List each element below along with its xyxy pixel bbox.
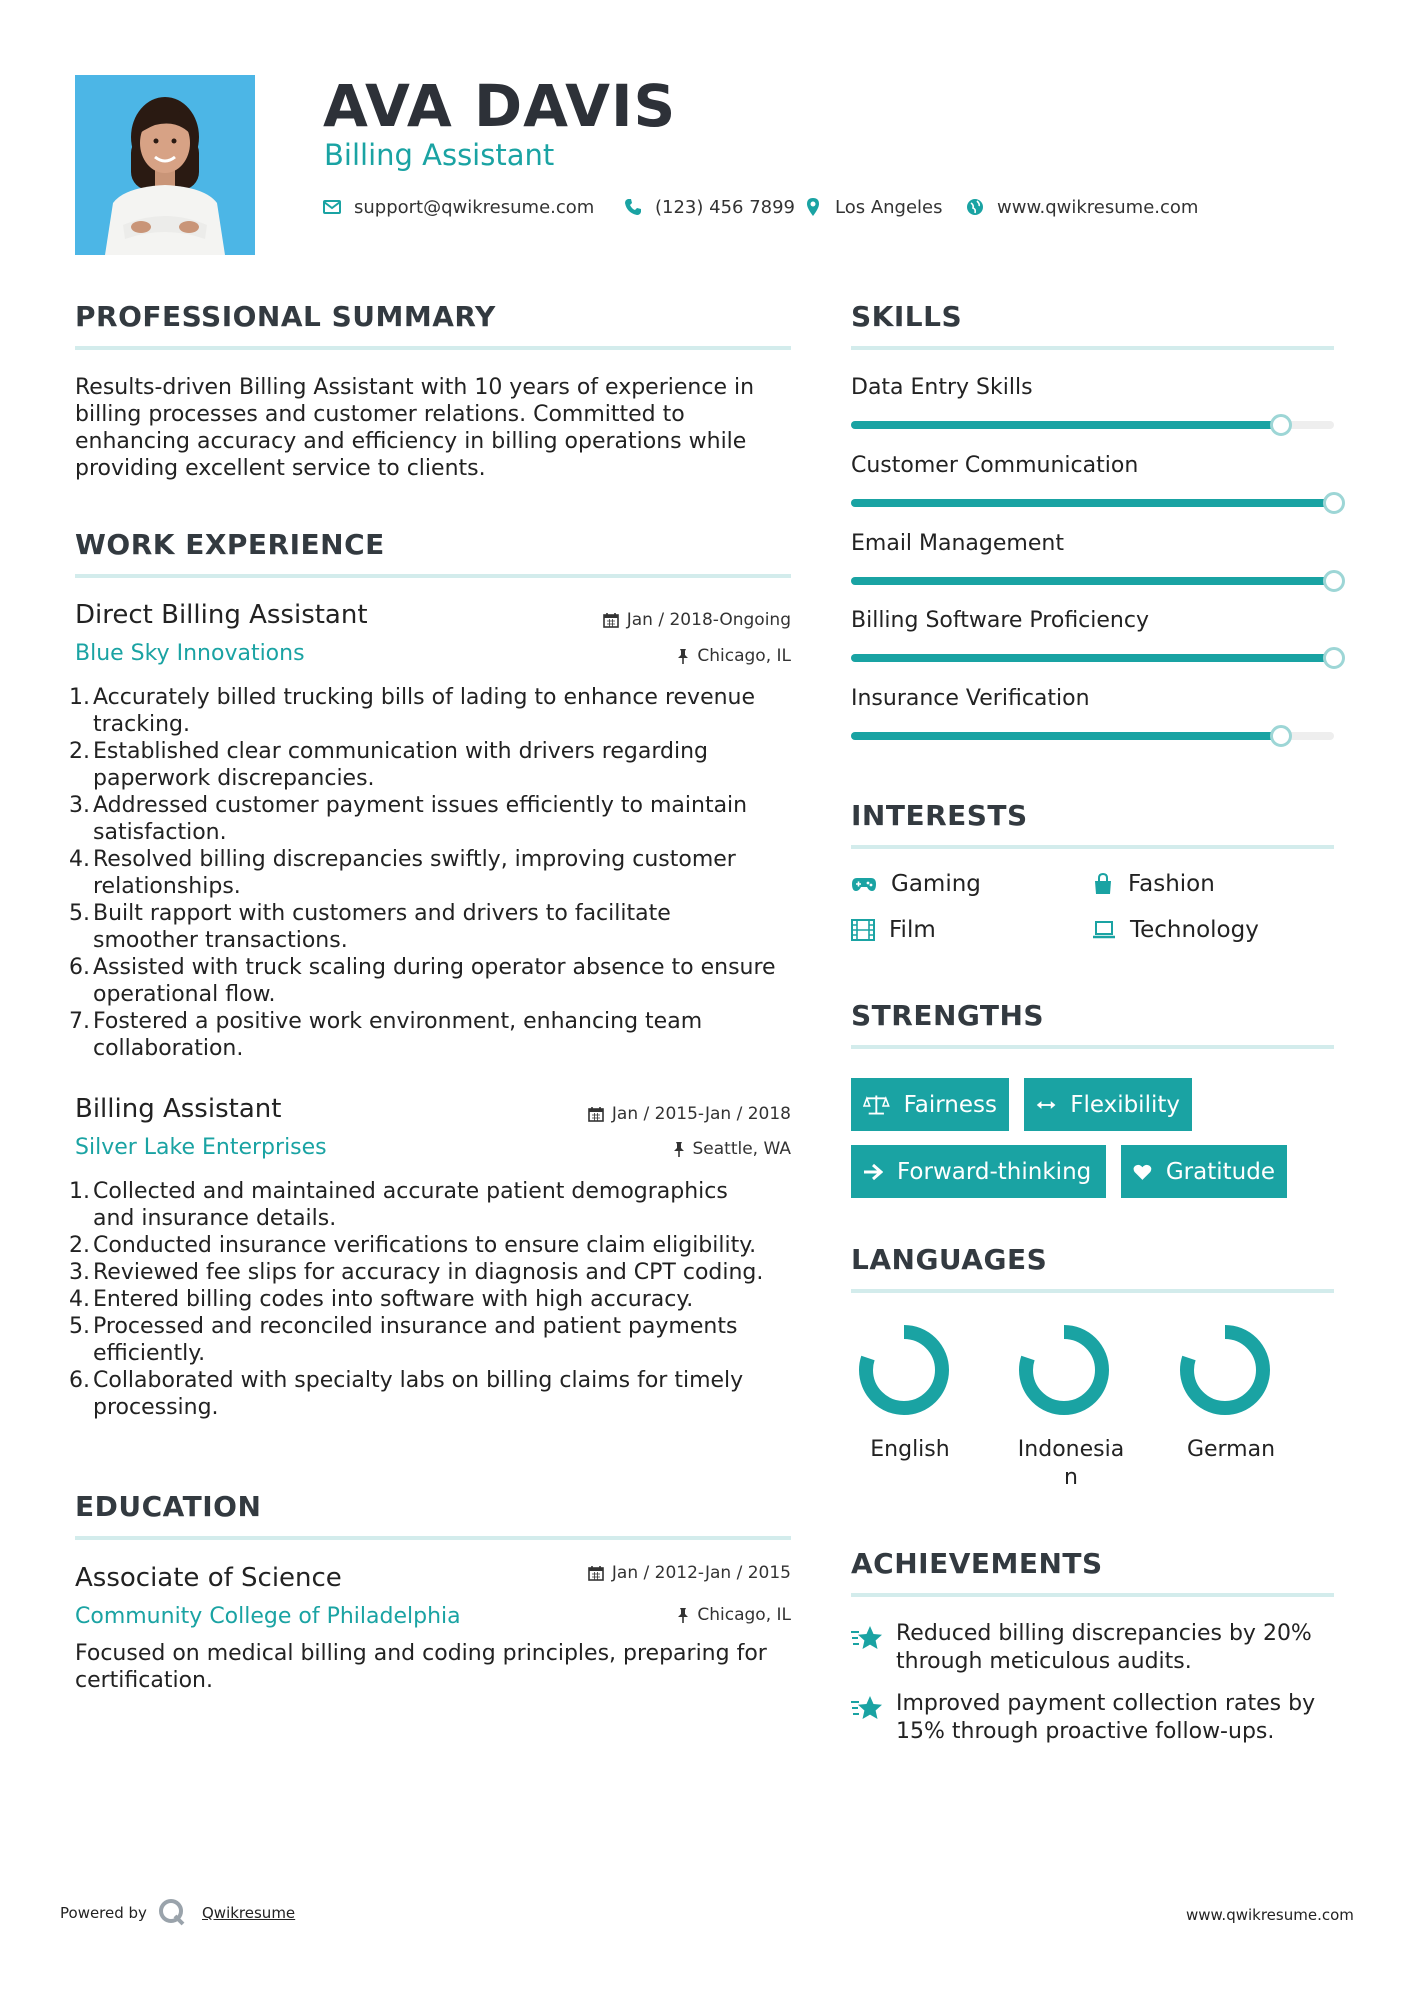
- skill-label: Customer Communication: [851, 453, 1139, 478]
- skill-label: Billing Software Proficiency: [851, 608, 1149, 633]
- shopping-bag-icon: [1092, 873, 1114, 895]
- calendar-icon: [588, 1106, 604, 1122]
- bullet-line: Processed and reconciled insurance and patient payments: [93, 1314, 738, 1339]
- achievements-divider: [851, 1593, 1334, 1597]
- job-location: [500, 1139, 791, 1159]
- skill-bar-fill: [851, 732, 1281, 740]
- summary-line: enhancing accuracy and efficiency in billing operations while: [75, 429, 747, 454]
- job-dates-text: Jan / 2018-Ongoing: [626, 610, 791, 630]
- strength-tag-fairness: [851, 1078, 1009, 1131]
- bullet-line: Accurately billed trucking bills of lading to enhance revenue: [93, 685, 756, 710]
- summary-line: Results-driven Billing Assistant with 10 years of experience in: [75, 375, 755, 400]
- qwikresume-logo-icon: [157, 1897, 187, 1927]
- bullet-line: Resolved billing discrepancies swiftly, improving customer: [93, 847, 736, 872]
- strength-tag-flexibility: [1024, 1078, 1192, 1131]
- map-pin-icon: [803, 197, 823, 217]
- experience-divider: [75, 574, 791, 578]
- candidate-role: Billing Assistant: [324, 138, 555, 172]
- skill-bar: [851, 732, 1334, 740]
- achievements-heading: ACHIEVEMENTS: [851, 1547, 1103, 1580]
- bullet-number: 4.: [69, 1287, 90, 1312]
- language-label-line: n: [1064, 1465, 1078, 1490]
- bullet-line: Collected and maintained accurate patient demographics: [93, 1179, 728, 1204]
- list-item: [69, 900, 791, 954]
- education-line: Focused on medical billing and coding principles, preparing for: [75, 1641, 767, 1666]
- education-dates-text: Jan / 2012-Jan / 2015: [611, 1563, 791, 1583]
- job-bullets: [69, 684, 791, 1062]
- bullet-number: 3.: [69, 1260, 90, 1285]
- bullet-line: Addressed customer payment issues efficiently to maintain: [93, 793, 748, 818]
- phone-icon: [623, 197, 643, 217]
- interest-gaming: [851, 871, 981, 897]
- job-location-text: Seattle, WA: [692, 1139, 791, 1159]
- pushpin-icon: [677, 648, 689, 664]
- profile-photo: [75, 75, 255, 255]
- job-company: Silver Lake Enterprises: [75, 1135, 327, 1160]
- bullet-line: Assisted with truck scaling during operator absence to ensure: [93, 955, 776, 980]
- skill-bar: [851, 421, 1334, 429]
- contact-phone[interactable]: [623, 194, 795, 220]
- interest-label: Film: [889, 917, 936, 943]
- language-label: [840, 1436, 980, 1464]
- skill-label: Data Entry Skills: [851, 375, 1033, 400]
- email-text: support@qwikresume.com: [354, 196, 595, 218]
- languages-divider: [851, 1289, 1334, 1293]
- star-icon: [850, 1624, 884, 1652]
- interest-label: Technology: [1130, 917, 1259, 943]
- strength-label: Forward-thinking: [897, 1158, 1092, 1185]
- interest-technology: [1092, 917, 1259, 943]
- strength-label: Flexibility: [1070, 1091, 1180, 1118]
- skills-heading: SKILLS: [851, 300, 963, 333]
- gamepad-icon: [851, 875, 877, 893]
- bullet-line: collaboration.: [93, 1036, 244, 1061]
- list-item: [69, 1232, 791, 1259]
- candidate-name: AVA DAVIS: [323, 72, 677, 140]
- education-location-text: Chicago, IL: [697, 1605, 791, 1625]
- job-dates-text: Jan / 2015-Jan / 2018: [611, 1104, 791, 1124]
- bullet-number: 7.: [69, 1009, 90, 1034]
- education-description: [75, 1640, 791, 1694]
- skill-bar-knob: [1270, 725, 1292, 747]
- job-location: [500, 646, 791, 666]
- skill-bar-knob: [1270, 414, 1292, 436]
- skill-bar: [851, 499, 1334, 507]
- languages-heading: LANGUAGES: [851, 1243, 1048, 1276]
- list-item: [69, 1313, 791, 1367]
- phone-text: (123) 456 7899: [655, 196, 796, 218]
- achievement-line: Improved payment collection rates by: [896, 1691, 1316, 1716]
- language-ring: [1179, 1324, 1271, 1416]
- list-item: [69, 684, 791, 738]
- skill-bar: [851, 577, 1334, 585]
- contact-website[interactable]: [965, 194, 1198, 220]
- job-title: Direct Billing Assistant: [75, 600, 368, 630]
- language-label-line: German: [1186, 1437, 1276, 1462]
- bullet-number: 2.: [69, 1233, 90, 1258]
- list-item: [69, 1259, 791, 1286]
- school-name: Community College of Philadelphia: [75, 1604, 461, 1629]
- job-title: Billing Assistant: [75, 1094, 282, 1124]
- list-item: [69, 1178, 791, 1232]
- list-item: [69, 1008, 791, 1062]
- strength-label: Fairness: [903, 1091, 997, 1118]
- interests-divider: [851, 845, 1334, 849]
- list-item: [69, 846, 791, 900]
- job-bullets: [69, 1178, 791, 1421]
- education-location: [500, 1605, 791, 1625]
- bullet-line: Collaborated with specialty labs on billing claims for timely: [93, 1368, 744, 1393]
- language-label-line: Indonesia: [1017, 1437, 1125, 1462]
- strengths-heading: STRENGTHS: [851, 999, 1045, 1032]
- film-icon: [851, 919, 875, 941]
- skill-bar-fill: [851, 654, 1334, 662]
- pushpin-icon: [677, 1607, 689, 1623]
- achievement-text: [896, 1690, 1336, 1746]
- strength-tag-gratitude: [1121, 1145, 1287, 1198]
- skill-bar-knob: [1323, 492, 1345, 514]
- language-label-line: English: [870, 1437, 950, 1462]
- interest-label: Fashion: [1128, 871, 1215, 897]
- bullet-line: relationships.: [93, 874, 241, 899]
- summary-line: providing excellent service to clients.: [75, 456, 486, 481]
- calendar-icon: [603, 612, 619, 628]
- bullet-number: 1.: [69, 1179, 90, 1204]
- education-divider: [75, 1536, 791, 1540]
- bullet-number: 6.: [69, 1368, 90, 1393]
- interest-label: Gaming: [891, 871, 981, 897]
- bullet-line: paperwork discrepancies.: [93, 766, 375, 791]
- list-item: [69, 1286, 791, 1313]
- list-item: [69, 738, 791, 792]
- bullet-line: Established clear communication with drivers regarding: [93, 739, 708, 764]
- bullet-line: Entered billing codes into software with high accuracy.: [93, 1287, 694, 1312]
- arrow-right-icon: [863, 1163, 883, 1181]
- strength-tag-forward-thinking: [851, 1145, 1106, 1198]
- interest-film: [851, 917, 936, 943]
- skill-bar: [851, 654, 1334, 662]
- bullet-number: 2.: [69, 739, 90, 764]
- interests-heading: INTERESTS: [851, 799, 1028, 832]
- job-location-text: Chicago, IL: [697, 646, 791, 666]
- bullet-line: Fostered a positive work environment, enhancing team: [93, 1009, 703, 1034]
- skill-bar-fill: [851, 577, 1334, 585]
- arrows-horizontal-icon: [1036, 1098, 1056, 1112]
- bullet-line: Reviewed fee slips for accuracy in diagnosis and CPT coding.: [93, 1260, 764, 1285]
- qwikresume-link[interactable]: Qwikresume: [202, 1904, 296, 1922]
- language-ring: [858, 1324, 950, 1416]
- achievement-item: [850, 1694, 884, 1726]
- heart-icon: [1133, 1161, 1152, 1183]
- globe-icon: [965, 197, 985, 217]
- skill-bar-fill: [851, 499, 1334, 507]
- skill-label: Email Management: [851, 531, 1064, 556]
- bullet-line: Conducted insurance verifications to ensure claim eligibility.: [93, 1233, 757, 1258]
- achievement-line: Reduced billing discrepancies by 20%: [896, 1621, 1312, 1646]
- contact-location: [803, 194, 943, 220]
- bullet-line: and insurance details.: [93, 1206, 337, 1231]
- strengths-divider: [851, 1045, 1334, 1049]
- experience-heading: WORK EXPERIENCE: [75, 528, 385, 561]
- bullet-line: satisfaction.: [93, 820, 227, 845]
- job-dates: [500, 610, 791, 630]
- powered-by-text: Powered by: [60, 1904, 147, 1922]
- strength-label: Gratitude: [1165, 1158, 1275, 1185]
- language-ring: [1018, 1324, 1110, 1416]
- education-heading: EDUCATION: [75, 1490, 262, 1523]
- summary-line: billing processes and customer relations. Committed to: [75, 402, 685, 427]
- bullet-line: smoother transactions.: [93, 928, 348, 953]
- list-item: [69, 954, 791, 1008]
- bullet-line: processing.: [93, 1395, 219, 1420]
- skill-bar-fill: [851, 421, 1281, 429]
- laptop-icon: [1092, 920, 1116, 940]
- summary-text: [75, 374, 791, 482]
- achievement-text: [896, 1620, 1336, 1676]
- bullet-line: operational flow.: [93, 982, 276, 1007]
- job-dates: [500, 1104, 791, 1124]
- contact-email[interactable]: [322, 194, 594, 220]
- bullet-line: Built rapport with customers and drivers to facilitate: [93, 901, 671, 926]
- footer-website[interactable]: www.qwikresume.com: [1186, 1906, 1354, 1924]
- bullet-number: 4.: [69, 847, 90, 872]
- bullet-number: 5.: [69, 1314, 90, 1339]
- balance-scale-icon: [863, 1093, 890, 1117]
- achievement-line: through meticulous audits.: [896, 1649, 1192, 1674]
- skill-bar-knob: [1323, 570, 1345, 592]
- achievement-item: [850, 1624, 884, 1656]
- list-item: [69, 792, 791, 846]
- envelope-icon: [322, 197, 342, 217]
- pushpin-icon: [673, 1141, 685, 1157]
- job-company: Blue Sky Innovations: [75, 641, 305, 666]
- education-line: certification.: [75, 1668, 213, 1693]
- bullet-number: 1.: [69, 685, 90, 710]
- location-text: Los Angeles: [835, 196, 943, 218]
- education-dates: [500, 1563, 791, 1583]
- summary-divider: [75, 346, 791, 350]
- bullet-line: efficiently.: [93, 1341, 206, 1366]
- bullet-number: 5.: [69, 901, 90, 926]
- bullet-number: 3.: [69, 793, 90, 818]
- degree-title: Associate of Science: [75, 1563, 342, 1593]
- star-icon: [850, 1694, 884, 1722]
- website-text: www.qwikresume.com: [997, 196, 1199, 218]
- bullet-line: tracking.: [93, 712, 191, 737]
- interest-fashion: [1092, 871, 1215, 897]
- language-label: [1001, 1436, 1141, 1492]
- skill-bar-knob: [1323, 647, 1345, 669]
- summary-heading: PROFESSIONAL SUMMARY: [75, 300, 496, 333]
- skills-divider: [851, 346, 1334, 350]
- calendar-icon: [588, 1565, 604, 1581]
- language-label: [1161, 1436, 1301, 1464]
- bullet-number: 6.: [69, 955, 90, 980]
- achievement-line: 15% through proactive follow-ups.: [896, 1719, 1275, 1744]
- skill-label: Insurance Verification: [851, 686, 1090, 711]
- list-item: [69, 1367, 791, 1421]
